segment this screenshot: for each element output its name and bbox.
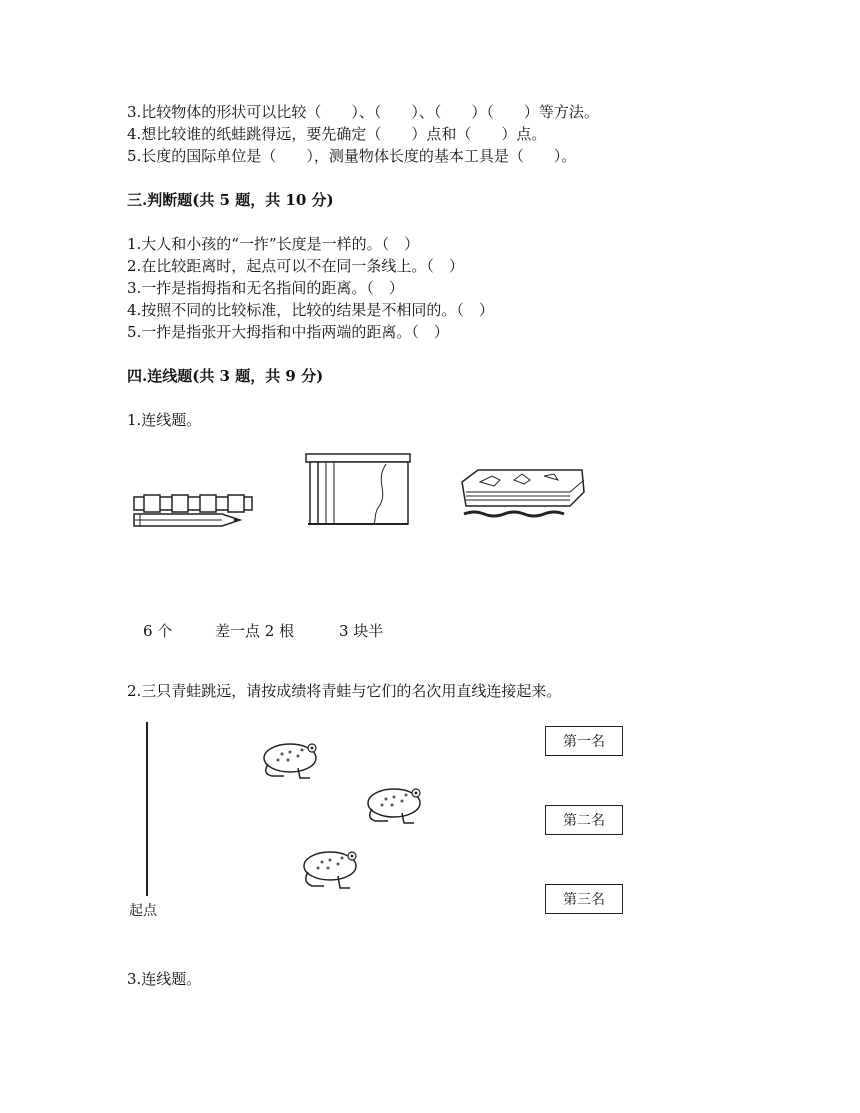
frog-icon bbox=[360, 783, 430, 827]
question-2-4: 4.想比较谁的纸蛙跳得远，要先确定（ ）点和（ ）点。 bbox=[127, 125, 547, 143]
judge-item-4: 4.按照不同的比较标准，比较的结果是不相同的。（ ） bbox=[127, 301, 494, 319]
frog-icon bbox=[298, 846, 368, 892]
section-3-heading: 三.判断题(共 5 题，共 10 分) bbox=[127, 191, 334, 209]
window-illustration bbox=[304, 452, 414, 528]
match-option-2: 差一点 2 根 bbox=[215, 622, 295, 640]
judge-item-2: 2.在比较距离时，起点可以不在同一条线上。（ ） bbox=[127, 257, 464, 275]
pencil-illustration bbox=[130, 490, 260, 530]
rank-box-third: 第三名 bbox=[545, 884, 623, 914]
rank-box-second: 第二名 bbox=[545, 805, 623, 835]
start-line bbox=[145, 722, 149, 898]
match-question-3-prompt: 3.连线题。 bbox=[127, 970, 202, 988]
frog-icon bbox=[258, 738, 328, 782]
judge-item-5: 5.一拃是指张开大拇指和中指两端的距离。（ ） bbox=[127, 323, 449, 341]
start-label: 起点 bbox=[129, 903, 157, 919]
rank-box-first: 第一名 bbox=[545, 726, 623, 756]
judge-item-3: 3.一拃是指拇指和无名指间的距离。（ ） bbox=[127, 279, 404, 297]
judge-item-1: 1.大人和小孩的“一拃”长度是一样的。（ ） bbox=[127, 235, 420, 253]
match-option-3: 3 块半 bbox=[339, 622, 384, 640]
match-option-1: 6 个 bbox=[143, 622, 173, 640]
match-question-2-prompt: 2.三只青蛙跳远，请按成绩将青蛙与它们的名次用直线连接起来。 bbox=[127, 682, 562, 700]
books-illustration bbox=[458, 462, 593, 524]
section-4-heading: 四.连线题(共 3 题，共 9 分) bbox=[127, 367, 324, 385]
question-2-3: 3.比较物体的形状可以比较（ ）、（ ）、（ ）（ ）等方法。 bbox=[127, 103, 599, 121]
question-2-5: 5.长度的国际单位是（ ），测量物体长度的基本工具是（ ）。 bbox=[127, 147, 577, 165]
match-question-1-prompt: 1.连线题。 bbox=[127, 411, 202, 429]
